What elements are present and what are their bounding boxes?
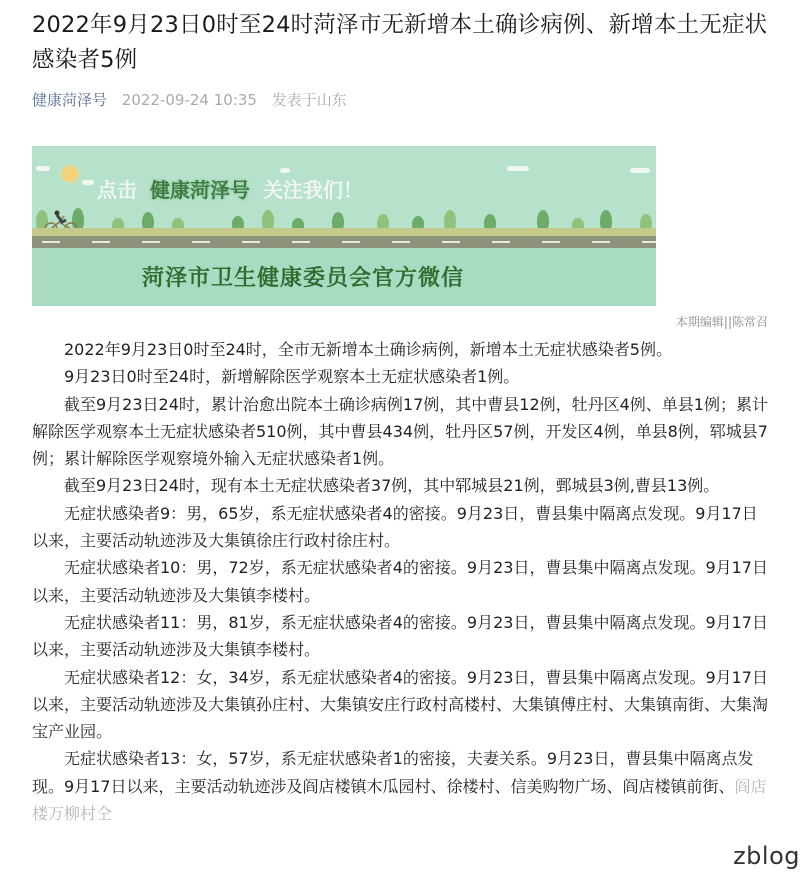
publish-location: 发表于山东 <box>271 91 347 109</box>
article-body <box>32 336 772 827</box>
paragraph: 无症状感染者10：男，72岁，系无症状感染者4的密接。9月23日，曹县集中隔离点发现。9月17日以来，主要活动轨迹涉及大集镇李楼村。 <box>32 558 768 605</box>
account-name-link[interactable]: 健康菏泽号 <box>32 91 108 109</box>
paragraph: 截至9月23日24时，累计治愈出院本土确诊病例17例，其中曹县12例，牡丹区4例、单县1例；累计解除医学观察本土无症状感染者510例，其中曹县434例，牡丹区57例，开发区4例，单县8例，郓城县7例；累计解除医学观察境外输入无症状感染者1例。 <box>32 394 768 469</box>
paragraph: 2022年9月23日0时至24时，全市无新增本土确诊病例，新增本土无症状感染者5例。 <box>64 340 672 359</box>
banner-road <box>32 236 656 248</box>
follow-banner-image[interactable] <box>32 146 656 306</box>
banner-cta-text <box>97 174 363 203</box>
paragraph-last-faded: 阎店楼万柳村仝 <box>32 776 767 824</box>
watermark: zblog <box>727 842 800 870</box>
editor-credit: 本期编辑||陈常召 <box>675 315 768 329</box>
paragraph: 无症状感染者11：男，81岁，系无症状感染者4的密接。9月23日，曹县集中隔离点发现。9月17日以来，主要活动轨迹涉及大集镇李楼村。 <box>32 612 768 660</box>
paragraph-last <box>32 745 772 827</box>
article-meta <box>32 89 347 111</box>
paragraph: 无症状感染者9：男，65岁，系无症状感染者4的密接。9月23日，曹县集中隔离点发现。9月17日以来，主要活动轨迹涉及大集镇徐庄行政村徐庄村。 <box>32 503 758 551</box>
cloud-icon <box>280 168 290 173</box>
banner-cta-prefix: 点击 <box>97 178 137 202</box>
paragraph: 9月23日0时至24时，新增解除医学观察本土无症状感染者1例。 <box>64 367 520 387</box>
paragraph: 截至9月23日24时，现有本土无症状感染者37例，其中郓城县21例，鄄城县3例,曹县13例。 <box>64 476 720 496</box>
cloud-icon <box>82 180 94 185</box>
banner-trees <box>32 198 656 232</box>
banner-cta-account: 健康菏泽号 <box>149 178 250 202</box>
banner-org-name: 菏泽市卫生健康委员会官方微信 <box>142 266 465 291</box>
cloud-icon <box>630 168 650 173</box>
paragraph-last-visible: 无症状感染者13：女，57岁，系无症状感染者1的密接，夫妻关系。9月23日，曹县集中隔离点发现。9月17日以来，主要活动轨迹涉及阎店楼镇木瓜园村、徐楼村、信美购物广场、阎店楼镇前街、 <box>32 749 754 796</box>
sun-icon <box>62 166 78 182</box>
banner-cta-suffix: 关注我们！ <box>262 178 363 202</box>
cloud-icon <box>36 166 50 171</box>
article-title: 2022年9月23日0时至24时菏泽市无新增本土确诊病例、新增本土无症状感染者5例 <box>32 12 768 73</box>
paragraph: 无症状感染者12：女，34岁，系无症状感染者4的密接。9月23日，曹县集中隔离点发现。9月17日以来，主要活动轨迹涉及大集镇孙庄村、大集镇安庄行政村高楼村、大集镇傅庄村、大集镇南街、大集淘宝产业园。 <box>32 667 769 742</box>
cloud-icon <box>507 166 529 171</box>
banner-grass <box>32 228 656 236</box>
publish-time: 2022-09-24 10:35 <box>121 91 257 109</box>
